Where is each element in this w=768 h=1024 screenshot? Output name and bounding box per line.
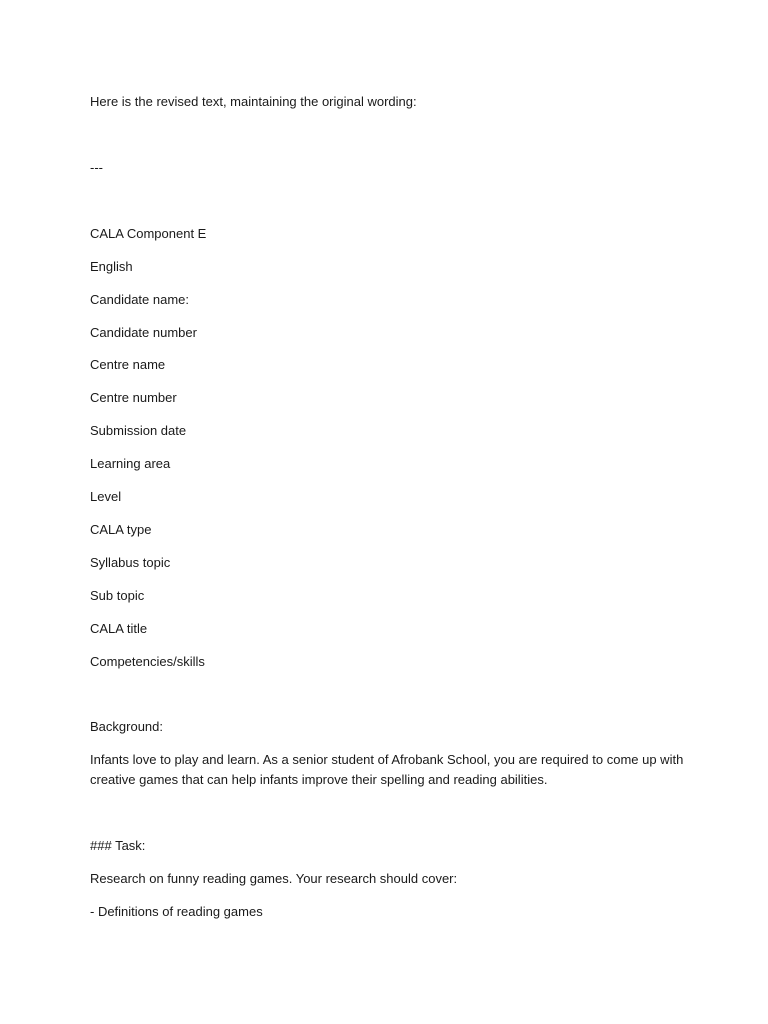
field-syllabus-topic: Syllabus topic — [90, 555, 171, 570]
field-level: Level — [90, 489, 122, 504]
field-cala-title: CALA title — [90, 621, 148, 636]
background-paragraph: Infants love to play and learn. As a senior student of Afrobank School, you are required to come up with creative games that can help infants improve their spelling and reading abilities. — [90, 752, 684, 787]
field-cala-type: CALA type — [90, 522, 152, 537]
task-paragraph: Research on funny reading games. Your research should cover: — [90, 871, 458, 886]
field-learning-area: Learning area — [90, 456, 171, 471]
field-cala-component: CALA Component E — [90, 226, 207, 241]
intro-text: Here is the revised text, maintaining the original wording: — [90, 94, 417, 109]
separator: --- — [90, 160, 103, 175]
field-competencies: Competencies/skills — [90, 654, 205, 669]
background-heading: Background: — [90, 719, 163, 734]
field-subject: English — [90, 259, 133, 274]
field-centre-number: Centre number — [90, 390, 177, 405]
field-centre-name: Centre name — [90, 357, 166, 372]
field-sub-topic: Sub topic — [90, 588, 145, 603]
field-submission-date: Submission date — [90, 423, 187, 438]
field-candidate-name: Candidate name: — [90, 292, 190, 307]
task-list-item: - Definitions of reading games — [90, 904, 263, 919]
field-candidate-number: Candidate number — [90, 325, 197, 340]
task-heading: ### Task: — [90, 838, 146, 853]
